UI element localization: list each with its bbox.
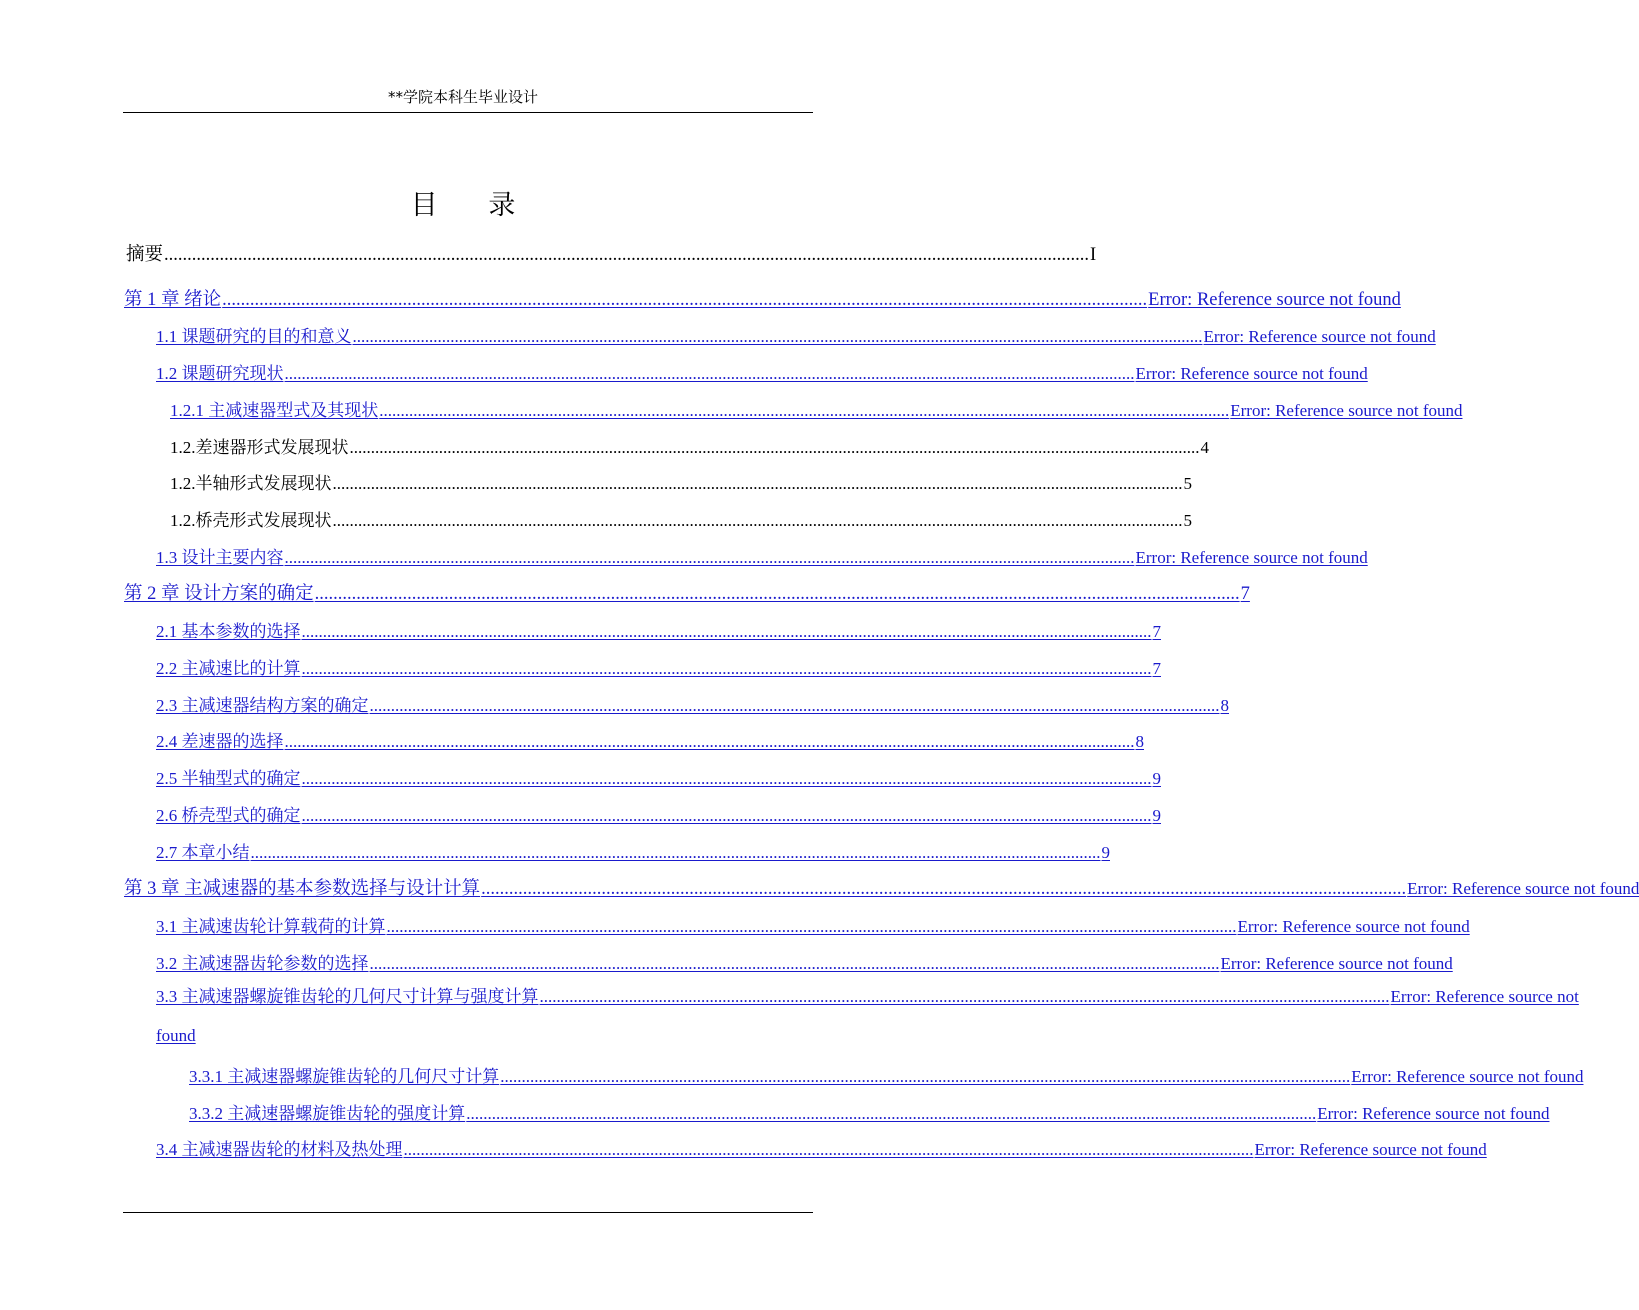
toc-entry-label: 3.2 主减速器齿轮参数的选择 [156,954,369,973]
toc-entry-label: 1.2.半轴形式发展现状 [170,474,332,493]
toc-entry-label: 3.3.2 主减速器螺旋锥齿轮的强度计算 [189,1104,466,1123]
toc-entry-label: 3.3.1 主减速器螺旋锥齿轮的几何尺寸计算 [189,1067,500,1086]
toc-entry-label: 2.1 基本参数的选择 [156,622,301,641]
toc-entry-page: Error: Reference source not found [1407,879,1639,898]
toc-entry-page: 7 [1240,584,1250,604]
toc-entry-label: 2.5 半轴型式的确定 [156,769,301,788]
toc-entry-label: 摘要 [126,245,164,265]
toc-entry-chapter-3[interactable] [124,874,1639,900]
toc-entry-2-6[interactable] [156,801,1161,826]
toc-leader-dots: ........................................................................................................................................................................................................ [349,438,1200,457]
toc-leader-dots: ........................................................................................................................................................................................................ [250,843,1101,862]
toc-leader-dots: ........................................................................................................................................................................................................ [386,917,1237,936]
toc-entry-page: 5 [1183,511,1192,530]
toc-entry-1-2-axle-housing[interactable] [170,506,1192,531]
toc-entry-chapter-2[interactable] [124,579,1250,605]
toc-entry-page: Error: Reference source not found [1220,954,1453,973]
toc-entry-label: 1.2.1 主减速器型式及其现状 [170,401,379,420]
toc-entry-3-4[interactable] [156,1135,1487,1160]
toc-entry-3-1[interactable] [156,912,1470,937]
toc-leader-dots: ........................................................................................................................................................................................................ [301,622,1152,641]
toc-entry-page: Error: Reference source not found [1230,401,1463,420]
toc-title: 目 录 [410,190,538,220]
toc-leader-dots: ........................................................................................................................................................................................................ [301,769,1152,788]
toc-entry-page: 9 [1101,843,1110,862]
toc-entry-label: 2.3 主减速器结构方案的确定 [156,696,369,715]
toc-leader-dots: ........................................................................................................................................................................................................ [284,548,1135,567]
toc-leader-dots: ........................................................................................................................................................................................................ [222,290,1148,310]
toc-entry-label: 1.1 课题研究的目的和意义 [156,327,352,346]
toc-entry-page: Error: Reference source not found [1254,1140,1487,1159]
toc-entry-page: 5 [1183,474,1192,493]
toc-leader-dots: ........................................................................................................................................................................................................ [466,1104,1317,1123]
toc-entry-label: 1.2 课题研究现状 [156,364,284,383]
toc-leader-dots: ........................................................................................................................................................................................................ [500,1067,1351,1086]
toc-entry-2-1[interactable] [156,617,1161,642]
toc-entry-3-3[interactable] [156,977,1579,1055]
toc-entry-label: 第 3 章 主减速器的基本参数选择与设计计算 [124,879,481,899]
toc-leader-dots: ........................................................................................................................................................................................................ [539,987,1390,1006]
toc-entry-1-3[interactable] [156,543,1368,568]
toc-entry-first-line [156,977,1579,1016]
toc-entry-page: I [1090,245,1097,265]
toc-entry-1-2[interactable] [156,359,1368,384]
toc-entry-page: Error: Reference source not found [1203,327,1436,346]
footer-rule [123,1212,813,1213]
toc-entry-page: 4 [1200,438,1209,457]
toc-leader-dots: ........................................................................................................................................................................................................ [352,327,1203,346]
toc-leader-dots: ........................................................................................................................................................................................................ [481,879,1407,899]
toc-entry-page: Error: Reference source not found [1135,364,1368,383]
toc-entry-abstract[interactable] [126,240,1097,266]
toc-entry-3-3-1[interactable] [189,1062,1584,1087]
toc-entry-page: 8 [1220,696,1229,715]
toc-entry-page: 8 [1135,732,1144,751]
toc-leader-dots: ........................................................................................................................................................................................................ [369,696,1220,715]
toc-entry-label: 第 2 章 设计方案的确定 [124,584,314,604]
toc-entry-page: Error: Reference source not found [1237,917,1470,936]
toc-leader-dots: ........................................................................................................................................................................................................ [332,511,1183,530]
toc-entry-3-2[interactable] [156,949,1453,974]
toc-entry-1-2-differential[interactable] [170,433,1209,458]
toc-entry-label: 3.4 主减速器齿轮的材料及热处理 [156,1140,403,1159]
toc-leader-dots: ........................................................................................................................................................................................................ [369,954,1220,973]
page-header: **学院本科生毕业设计 [387,88,538,106]
toc-entry-continuation: found [156,1026,196,1045]
toc-leader-dots: ........................................................................................................................................................................................................ [301,806,1152,825]
toc-leader-dots: ........................................................................................................................................................................................................ [314,584,1240,604]
toc-entry-page: 9 [1152,806,1161,825]
toc-leader-dots: ........................................................................................................................................................................................................ [284,732,1135,751]
toc-leader-dots: ........................................................................................................................................................................................................ [301,659,1152,678]
toc-entry-page: Error: Reference source not found [1317,1104,1550,1123]
toc-entry-page: 7 [1152,622,1161,641]
toc-entry-page: Error: Reference source not found [1135,548,1368,567]
toc-entry-label: 第 1 章 绪论 [124,290,222,310]
toc-entry-1-2-half-shaft[interactable] [170,469,1192,494]
toc-entry-1-2-1[interactable] [170,396,1463,421]
toc-leader-dots: ........................................................................................................................................................................................................ [164,245,1090,265]
toc-entry-2-5[interactable] [156,764,1161,789]
toc-entry-label: 3.1 主减速齿轮计算载荷的计算 [156,917,386,936]
toc-leader-dots: ........................................................................................................................................................................................................ [284,364,1135,383]
toc-leader-dots: ........................................................................................................................................................................................................ [403,1140,1254,1159]
toc-entry-page: Error: Reference source not found [1351,1067,1584,1086]
toc-entry-chapter-1[interactable] [124,285,1401,311]
toc-leader-dots: ........................................................................................................................................................................................................ [332,474,1183,493]
toc-entry-2-3[interactable] [156,691,1229,716]
toc-entry-label: 2.7 本章小结 [156,843,250,862]
toc-entry-2-7[interactable] [156,838,1110,863]
toc-entry-label: 1.3 设计主要内容 [156,548,284,567]
toc-entry-2-2[interactable] [156,654,1161,679]
toc-entry-label: 1.2.差速器形式发展现状 [170,438,349,457]
toc-entry-2-4[interactable] [156,727,1144,752]
toc-entry-3-3-2[interactable] [189,1099,1550,1124]
toc-entry-1-1[interactable] [156,322,1436,347]
toc-entry-label: 2.6 桥壳型式的确定 [156,806,301,825]
toc-entry-label: 2.2 主减速比的计算 [156,659,301,678]
toc-entry-label: 3.3 主减速器螺旋锥齿轮的几何尺寸计算与强度计算 [156,987,539,1006]
toc-entry-label: 1.2.桥壳形式发展现状 [170,511,332,530]
toc-leader-dots: ........................................................................................................................................................................................................ [379,401,1230,420]
toc-entry-page: 9 [1152,769,1161,788]
toc-entry-page: Error: Reference source not [1390,987,1579,1006]
toc-entry-label: 2.4 差速器的选择 [156,732,284,751]
toc-entry-page: 7 [1152,659,1161,678]
toc-entry-page: Error: Reference source not found [1148,290,1401,310]
